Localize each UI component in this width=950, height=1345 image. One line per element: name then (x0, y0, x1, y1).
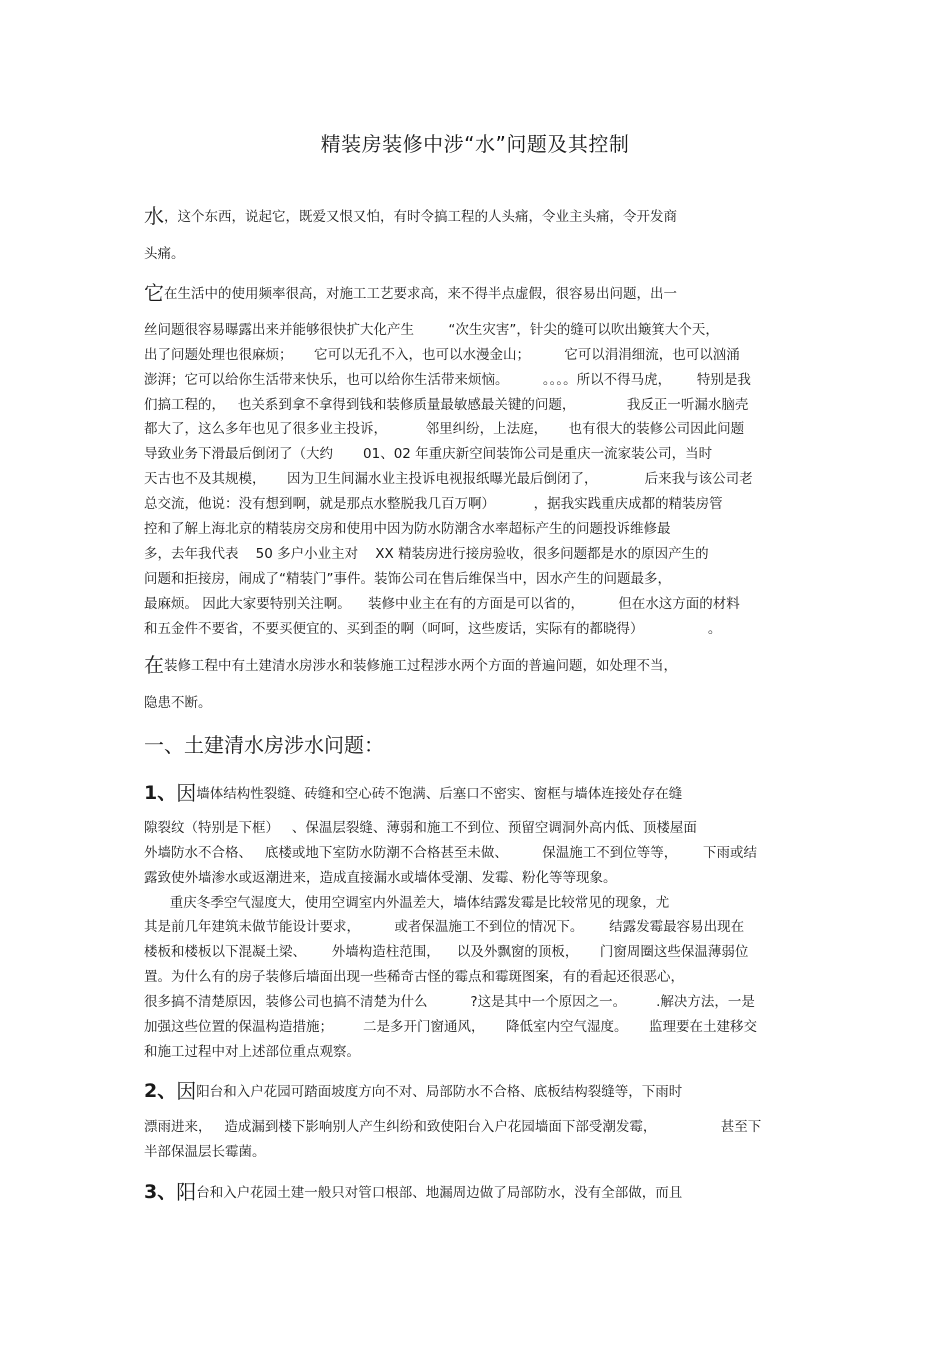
paragraph-2-line: 最麻烦。 因此大家要特别关注啊。 装修中业主在有的方面是可以省的， 但在水这方面的材料 (144, 596, 740, 612)
paragraph-2-line: 天古也不及其规模， 因为卫生间漏水业主投诉电视报纸曝光最后倒闭了， 后来我与该公司老 (144, 471, 753, 487)
paragraph-2-line: 多，去年我代表 50 多户小业主对 XX 精装房进行接房验收，很多问题都是水的原因产生的 (144, 546, 709, 562)
item-2-line: 漂雨进来， 造成漏到楼下影响别人产生纠纷和致使阳台入户花园墙面下部受潮发霉， 甚至下 (144, 1119, 762, 1135)
paragraph-2-line: 和五金件不要省，不要买便宜的、买到歪的啊（呵呵，这些废话，实际有的都晓得） 。 (144, 621, 722, 637)
item-1-line: 重庆冬季空气湿度大，使用空调室内外温差大，墙体结露发霉是比较常见的现象，尤 (144, 895, 670, 911)
item-1-line: 加强这些位置的保温构造措施； 二是多开门窗通风， 降低室内空气湿度。 监理要在土建移交 (144, 1019, 757, 1035)
paragraph-2-line: 问题和拒接房，闹成了“精装门”事件。装饰公司在售后维保当中，因水产生的问题最多， (144, 571, 671, 587)
item-1-line: 楼板和楼板以下混凝土梁、 外墙构造柱范围， 以及外飘窗的顶板， 门窗周圈这些保温薄弱位 (144, 944, 749, 960)
paragraph-2-line-1: 它在生活中的使用频率很高，对施工工艺要求高，来不得半点虚假，很容易出问题，出一 (144, 281, 677, 305)
paragraph-1-line-2: 头痛。 (144, 246, 185, 262)
paragraph-2-line: 都大了，这么多年也见了很多业主投诉， 邻里纠纷，上法庭， 也有很大的装修公司因此问题 (144, 421, 745, 437)
item-number: 1、 (144, 782, 177, 804)
item-number: 3、 (144, 1181, 177, 1203)
paragraph-2-line: 澎湃；它可以给你生活带来快乐，也可以给你生活带来烦恼。 。。。。所以不得马虎， 特别是我 (144, 372, 751, 388)
paragraph-2-line: 出了问题处理也很麻烦； 它可以无孔不入，也可以水漫金山； 它可以涓涓细流，也可以汹涌 (144, 347, 740, 363)
item-1-line-1: 1、因墙体结构性裂缝、砖缝和空心砖不饱满、后塞口不密实、窗框与墙体连接处存在缝 (144, 781, 683, 805)
paragraph-2-line: 们搞工程的， 也关系到拿不拿得到钱和装修质量最敏感最关键的问题， 我反正一听漏水脑壳 (144, 397, 749, 413)
paragraph-3-line-2: 隐患不断。 (144, 695, 212, 711)
drop-cap: 阳 (176, 1180, 197, 1204)
section-heading: 一、土建清水房涉水问题： (144, 733, 384, 757)
item-1-line: 隙裂纹（特别是下框） 、保温层裂缝、薄弱和施工不到位、预留空调洞外高内低、顶楼屋面 (144, 820, 697, 836)
item-3-line-1: 3、阳台和入户花园土建一般只对管口根部、地漏周边做了局部防水，没有全部做，而且 (144, 1180, 683, 1204)
drop-cap: 它 (144, 281, 164, 305)
item-1-line: 其是前几年建筑未做节能设计要求， 或者保温施工不到位的情况下。 结露发霉最容易出现在 (144, 919, 745, 935)
item-1-line: 外墙防水不合格、 底楼或地下室防水防潮不合格甚至未做、 保温施工不到位等等， 下雨或结 (144, 845, 757, 861)
drop-cap: 水 (144, 204, 164, 228)
document-title: 精装房装修中涉“水”问题及其控制 (320, 132, 630, 156)
item-2-line-1: 2、因阳台和入户花园可踏面坡度方向不对、局部防水不合格、底板结构裂缝等，下雨时 (144, 1079, 683, 1103)
item-number: 2、 (144, 1080, 177, 1102)
paragraph-3-line-1: 在装修工程中有土建清水房涉水和装修施工过程涉水两个方面的普遍问题，如处理不当， (144, 653, 677, 677)
paragraph-2-line: 导致业务下滑最后倒闭了（大约 01、02 年重庆新空间装饰公司是重庆一流家装公司，当时 (144, 446, 713, 462)
item-1-line: 很多搞不清楚原因，装修公司也搞不清楚为什么 ?这是其中一个原因之一。 .解决方法，一是 (144, 994, 755, 1010)
paragraph-1-line-1: 水，这个东西，说起它，既爱又恨又怕，有时令搞工程的人头痛，令业主头痛，令开发商 (144, 204, 677, 228)
item-1-line: 置。为什么有的房子装修后墙面出现一些稀奇古怪的霉点和霉斑图案，有的看起还很恶心， (144, 969, 684, 985)
drop-cap: 在 (144, 653, 164, 677)
paragraph-2-line: 控和了解上海北京的精装房交房和使用中因为防水防潮含水率超标产生的问题投诉维修最 (144, 521, 671, 537)
item-1-line: 和施工过程中对上述部位重点观察。 (144, 1044, 360, 1060)
drop-cap: 因 (176, 781, 197, 805)
paragraph-2-line: 总交流，他说：没有想到啊，就是那点水整脱我几百万啊） ，据我实践重庆成都的精装房管 (144, 496, 723, 512)
item-1-line: 露致使外墙渗水或返潮进来，造成直接漏水或墙体受潮、发霉、粉化等等现象。 (144, 870, 617, 886)
paragraph-2-line: 丝问题很容易曝露出来并能够很快扩大化产生 “次生灾害”，针尖的缝可以吹出簸箕大个天， (144, 322, 719, 338)
drop-cap: 因 (176, 1079, 197, 1103)
item-2-line: 半部保温层长霉菌。 (144, 1144, 266, 1160)
